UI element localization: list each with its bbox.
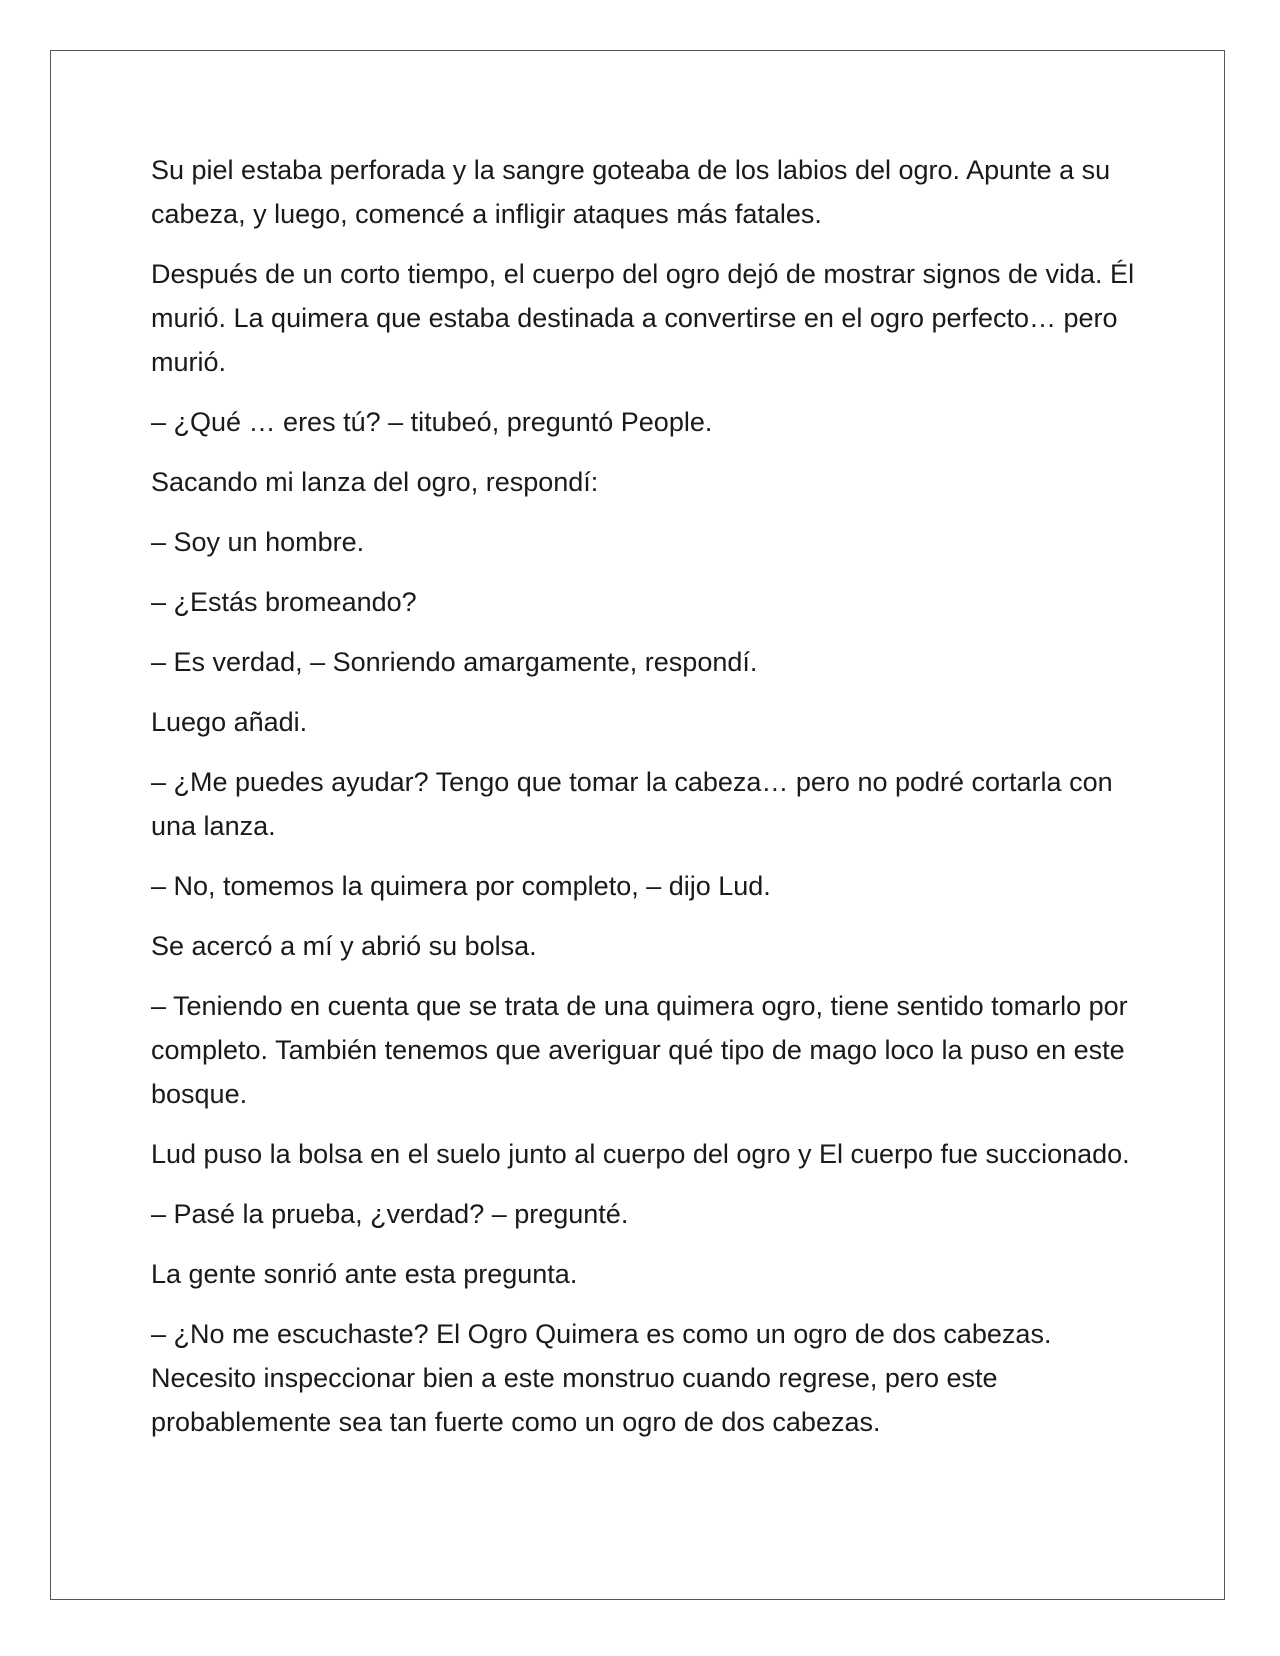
paragraph: – ¿Estás bromeando? <box>151 587 417 617</box>
paragraph: Se acercó a mí y abrió su bolsa. <box>151 931 537 961</box>
paragraph: – ¿No me escuchaste? El Ogro Quimera es como un ogro de dos cabezas. Necesito inspeccionar bien a este monstruo cuando regrese, pero este probablemente sea tan fuerte como un ogro de dos cabezas. <box>151 1319 1052 1437</box>
paragraph: – Soy un hombre. <box>151 527 365 557</box>
paragraph: – Es verdad, – Sonriendo amargamente, respondí. <box>151 647 758 677</box>
document-body <box>151 148 1141 1460</box>
paragraph: Lud puso la bolsa en el suelo junto al cuerpo del ogro y El cuerpo fue succionado. <box>151 1139 1130 1169</box>
paragraph: – No, tomemos la quimera por completo, – dijo Lud. <box>151 871 771 901</box>
paragraph: – ¿Me puedes ayudar? Tengo que tomar la cabeza… pero no podré cortarla con una lanza. <box>151 767 1113 841</box>
paragraph: Sacando mi lanza del ogro, respondí: <box>151 467 599 497</box>
paragraph: – Pasé la prueba, ¿verdad? – pregunté. <box>151 1199 629 1229</box>
paragraph: Luego añadi. <box>151 707 308 737</box>
paragraph: – Teniendo en cuenta que se trata de una quimera ogro, tiene sentido tomarlo por completo. También tenemos que averiguar qué tipo de mago loco la puso en este bosque. <box>151 991 1128 1109</box>
paragraph: – ¿Qué … eres tú? – titubeó, preguntó People. <box>151 407 713 437</box>
paragraph: Su piel estaba perforada y la sangre goteaba de los labios del ogro. Apunte a su cabeza, y luego, comencé a infligir ataques más fatales. <box>151 155 1111 229</box>
paragraph: La gente sonrió ante esta pregunta. <box>151 1259 578 1289</box>
paragraph: Después de un corto tiempo, el cuerpo del ogro dejó de mostrar signos de vida. Él murió. La quimera que estaba destinada a convertirse en el ogro perfecto… pero murió. <box>151 259 1135 377</box>
